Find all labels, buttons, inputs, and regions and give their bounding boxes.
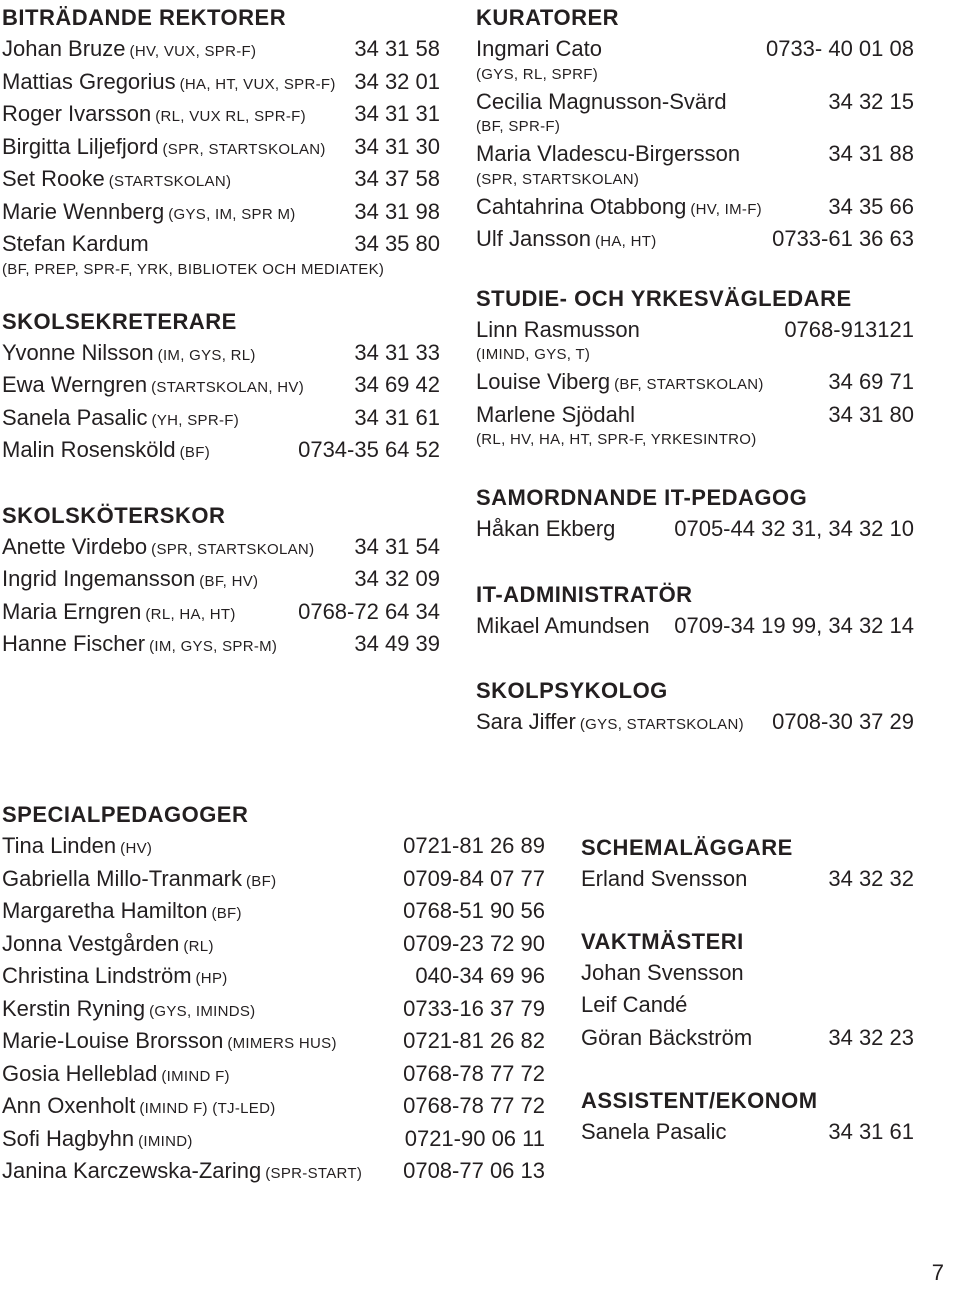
contact-row [2,1058,545,1091]
contact-row [2,196,440,229]
contact-name: Louise Viberg [476,369,611,394]
contact-phone: 34 32 09 [354,566,440,591]
contact-tag: (GYS, IM, SPR M) [168,205,296,223]
contact-note: (GYS, RL, SPRF) [476,65,599,83]
contact-row [476,610,914,643]
contact-phone: 34 32 32 [828,866,914,891]
contact-phone: 0768-51 90 56 [403,898,545,923]
contact-phone: 0768-72 64 34 [298,598,440,624]
contact-row [476,191,914,224]
contact-name: Ann Oxenholt [2,1093,136,1118]
contact-row [2,928,545,961]
contact-name-group [476,610,650,643]
contact-name: Christina Lindström [2,963,192,988]
contact-tag: (HA, HT) [594,233,657,250]
contact-name-group [2,196,296,232]
contact-name: Set Rooke [2,166,105,191]
contact-name-group [2,98,306,134]
contact-phone: 34 31 58 [354,36,440,61]
contact-tag: (IM, GYS, SPR-M) [149,638,278,655]
section-skolpsykolog [476,676,914,739]
contact-tag: (RL, VUX RL, SPR-F) [155,108,306,125]
contact-tag: (SPR, STARTSKOLAN) [151,540,315,558]
contact-tag: (BF, STARTSKOLAN) [614,376,764,393]
section-heading: KURATORER [476,5,620,30]
contact-tag: (YH, SPR-F) [151,411,240,429]
section-bitradande-rektorer [2,3,440,281]
contact-name-group [2,369,304,405]
contact-row [2,369,440,402]
contact-phone: 0709-84 07 77 [403,865,545,891]
contact-name-group [581,989,687,1022]
contact-row [2,1155,545,1188]
contact-tag: (STARTSKOLAN) [108,173,232,190]
contact-name-group [2,863,276,899]
contact-row [476,513,914,546]
contact-name: Johan Bruze [2,36,126,61]
contact-name: Maria Vladescu-Birgersson [476,141,741,166]
contact-name: Ingmari Cato [476,36,602,61]
section-vaktmasteri [581,927,914,1055]
contact-name-group [2,563,258,599]
section-heading: IT-ADMINISTRATÖR [476,581,693,607]
contact-name: Birgitta Liljefjord [2,133,159,159]
contact-tag: (RL) [183,937,214,955]
contact-phone: 34 69 71 [828,369,914,394]
contact-tag: (SPR-START) [265,1165,363,1182]
section-heading: SKOLSKÖTERSKOR [2,502,226,528]
contact-tag: (IM, GYS, RL) [157,346,256,364]
contact-phone: 34 35 80 [354,231,440,256]
contact-name-group [476,366,764,402]
contact-name-group [2,928,214,964]
contact-name: Ingrid Ingemansson [2,566,196,591]
contact-name-group [2,531,314,567]
contact-tag: (HV, VUX, SPR-F) [129,43,257,60]
contact-name: Ewa Werngren [2,372,148,397]
contact-tag: (RL, HA, HT) [145,605,236,623]
contact-row [2,98,440,131]
contact-row [476,86,914,119]
section-note: (BF, PREP, SPR-F, YRK, BIBLIOTEK OCH MEDIATEK) [2,260,385,278]
section-assistent-ekonom [581,1086,914,1149]
contact-name: Malin Rosensköld [2,437,176,462]
contact-phone: 34 35 66 [828,193,914,219]
contact-row [581,1116,914,1149]
contact-phone: 0768-78 77 72 [403,1060,545,1086]
contact-phone: 0733- 40 01 08 [765,36,914,61]
contact-name: Kerstin Ryning [2,995,146,1021]
contact-name-group [476,314,640,347]
contact-name: Gosia Helleblad [2,1060,158,1086]
section-skolskoterskor [2,501,440,661]
contact-phone: 0705-44 32 31, 34 32 10 [674,516,914,541]
contact-row [2,628,440,661]
contact-row [2,1123,545,1156]
contact-name-group [2,434,210,470]
contact-tag: (IMIND F) [161,1067,230,1085]
contact-phone: 0734-35 64 52 [298,437,440,462]
contact-row [2,228,440,261]
contact-name-group [2,830,152,866]
contact-name: Johan Svensson [581,959,744,985]
contact-phone: 040-34 69 96 [415,963,545,988]
contact-name-group [2,1025,337,1061]
contact-name-group [476,86,727,119]
right-column-top [476,3,914,739]
contact-name: Tina Linden [2,833,117,858]
contact-name-group [2,1123,193,1159]
bottom-right-column [581,833,914,1149]
contact-phone: 0768-78 77 72 [403,1093,545,1118]
contact-row [2,33,440,66]
section-heading: STUDIE- OCH YRKESVÄGLEDARE [476,285,852,311]
contact-tag: (HV) [120,840,153,857]
contact-row [2,131,440,164]
contact-name-group [2,1155,362,1191]
contact-name: Roger Ivarsson [2,101,152,126]
contact-phone: 34 31 61 [354,404,440,430]
contact-row [2,1090,545,1123]
left-column-top [2,3,440,661]
contact-name: Marlene Sjödahl [476,401,635,427]
section-it-administrator [476,580,914,643]
contact-tag: (IMIND F) (TJ-LED) [139,1100,276,1117]
contact-phone: 0721-90 06 11 [404,1125,545,1151]
contact-note: (IMIND, GYS, T) [476,346,591,363]
contact-row [2,895,545,928]
section-heading: SKOLPSYKOLOG [476,678,668,703]
contact-row [581,1022,914,1055]
contact-tag: (BF) [179,444,210,461]
contact-name-group [2,33,256,69]
contact-phone: 0733-16 37 79 [403,995,545,1021]
contact-phone: 34 32 15 [828,88,914,114]
section-heading: SAMORDNANDE IT-PEDAGOG [476,485,808,510]
contact-name: Yvonne Nilsson [2,339,154,365]
contact-row [2,1025,545,1058]
contact-name-group [2,1058,230,1094]
section-heading: SPECIALPEDAGOGER [2,802,249,827]
contact-name: Mikael Amundsen [476,612,650,638]
contact-note: (SPR, STARTSKOLAN) [476,170,640,188]
contact-name-group [581,957,744,990]
contact-tag: (BF) [246,872,277,890]
contact-name: Erland Svensson [581,866,748,891]
contact-phone: 34 31 61 [828,1119,914,1144]
contact-name-group [2,993,255,1029]
contact-name-group [2,337,256,373]
contact-name-group [581,1022,752,1055]
contact-name: Cahtahrina Otabbong [476,193,687,219]
contact-phone: 0733-61 36 63 [772,226,914,251]
contact-row [2,863,545,896]
contact-name: Sanela Pasalic [2,404,148,430]
section-heading: ASSISTENT/EKONOM [581,1088,818,1113]
contact-name: Marie Wennberg [2,198,165,224]
contact-name: Gabriella Millo-Tranmark [2,865,243,891]
contact-row [2,596,440,629]
contact-note: (RL, HV, HA, HT, SPR-F, YRKESINTRO) [476,431,757,448]
contact-name-group [581,863,747,896]
page-number: 7 [931,1260,944,1285]
contact-tag: (HV, IM-F) [690,200,762,218]
contact-name-group [2,895,242,931]
contact-row [2,563,440,596]
contact-row [581,863,914,896]
contact-name: Margaretha Hamilton [2,898,208,923]
contact-phone: 34 49 39 [354,631,440,656]
contact-name-group [476,513,615,546]
contact-tag: (GYS, STARTSKOLAN) [579,716,744,733]
contact-phone: 34 31 98 [354,198,440,224]
contact-name-group [476,191,762,227]
contact-name-group [2,628,277,664]
section-skolsekreterare [2,307,440,467]
section-studie-yrkesvagledare [476,284,914,452]
contact-phone: 0708-77 06 13 [403,1158,545,1183]
contact-row [476,314,914,347]
contact-name-group [2,131,326,167]
contact-phone: 34 32 01 [354,68,440,94]
contact-name-group [2,228,149,261]
contact-tag: (HA, HT, VUX, SPR-F) [179,75,336,93]
contact-phone: 34 31 33 [354,339,440,365]
contact-name-group [476,706,744,742]
contact-phone: 34 31 31 [354,101,440,126]
contact-name-group [2,163,231,199]
contact-name: Sara Jiffer [476,709,576,734]
contact-row [2,434,440,467]
contact-phone: 34 31 80 [828,401,914,427]
contact-row [2,830,545,863]
contact-name: Sanela Pasalic [581,1119,727,1144]
contact-phone: 0708-30 37 29 [772,709,914,734]
contact-row [476,223,914,256]
contact-phone: 0721-81 26 89 [403,833,545,858]
contact-row [476,138,914,171]
contact-phone: 34 31 54 [354,533,440,559]
contact-name-group [2,960,228,996]
contact-name-group [476,138,740,171]
contact-name: Linn Rasmusson [476,316,640,342]
contact-row [581,989,914,1022]
contact-name: Jonna Vestgården [2,930,180,956]
contact-row [581,957,914,990]
bottom-left-column [2,800,545,1188]
contact-phone: 34 69 42 [354,372,440,397]
contact-name: Hanne Fischer [2,631,146,656]
section-schemalaggare [581,833,914,896]
contact-phone: 34 31 88 [828,141,914,166]
contact-name: Janina Karczewska-Zaring [2,1158,262,1183]
contact-name: Cecilia Magnusson-Svärd [476,88,727,114]
contact-phone: 0721-81 26 82 [403,1028,545,1053]
section-heading: BITRÄDANDE REKTORER [2,5,287,30]
section-samordnande-it [476,483,914,546]
contact-name: Stefan Kardum [2,231,149,256]
contact-name-group [2,596,236,632]
contact-name: Mattias Gregorius [2,68,176,94]
contact-row [476,33,914,66]
contact-name: Sofi Hagbyhn [2,1125,135,1151]
contact-name: Maria Erngren [2,598,142,624]
contact-row [476,399,914,432]
contact-row [2,531,440,564]
contact-row [2,402,440,435]
section-heading: SCHEMALÄGGARE [581,835,793,860]
contact-name-group [476,399,635,432]
contact-note: (BF, SPR-F) [476,118,561,135]
contact-name-group [2,1090,276,1126]
contact-tag: (GYS, IMINDS) [149,1002,256,1020]
contact-name: Håkan Ekberg [476,516,616,541]
contact-name-group [476,33,602,66]
contact-row [2,337,440,370]
contact-tag: (MIMERS HUS) [227,1035,337,1052]
contact-tag: (BF, HV) [199,573,259,590]
contact-name: Göran Bäckström [581,1024,753,1050]
contact-phone: 0709-34 19 99, 34 32 14 [674,612,914,638]
contact-name-group [581,1116,727,1149]
section-heading: SKOLSEKRETERARE [2,308,237,334]
contact-name-group [2,66,336,102]
contact-phone: 34 37 58 [354,166,440,191]
contact-tag: (HP) [195,970,228,987]
contact-phone: 0768-913121 [784,316,914,342]
contact-phone: 34 32 23 [828,1024,914,1050]
contact-name: Marie-Louise Brorsson [2,1028,224,1053]
contact-tag: (IMIND) [138,1132,193,1150]
contact-phone: 34 31 30 [354,133,440,159]
contact-row [2,960,545,993]
contact-name-group [476,223,657,259]
contact-name: Leif Candé [581,992,688,1017]
contact-name: Ulf Jansson [476,226,591,251]
contact-row [476,366,914,399]
contact-row [2,163,440,196]
contact-tag: (SPR, STARTSKOLAN) [162,140,326,158]
contact-row [476,706,914,739]
contact-row [2,993,545,1026]
section-kuratorer [476,3,914,256]
contact-name: Anette Virdebo [2,533,148,559]
section-heading: VAKTMÄSTERI [581,928,744,954]
contact-name-group [2,402,239,438]
contact-tag: (STARTSKOLAN, HV) [151,379,305,396]
section-specialpedagoger [2,800,545,1188]
contact-phone: 0709-23 72 90 [403,930,545,956]
contact-row [2,66,440,99]
contact-tag: (BF) [211,905,242,922]
